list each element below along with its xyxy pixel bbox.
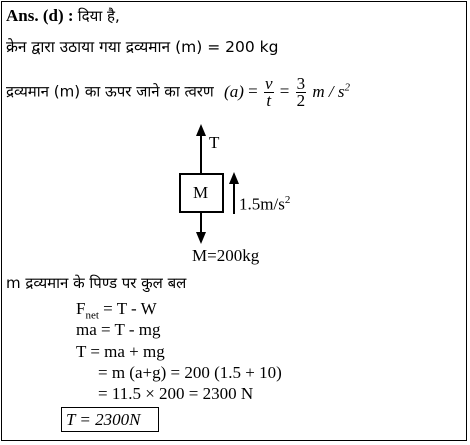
equation-tension: T = ma + mg [76, 342, 165, 361]
intro-text: दिया है, [77, 7, 120, 25]
acceleration-arrow [229, 172, 239, 214]
equation-product: = 11.5 × 200 = 2300 N [98, 384, 254, 403]
equals-sign: = [279, 81, 290, 101]
fraction-denominator: t [266, 91, 272, 111]
force-symbol: F [76, 299, 86, 318]
equation-substitution: = m (a+g) = 200 (1.5 + 10) [98, 363, 282, 382]
acceleration-label: $1.5m/s^2$ [239, 194, 291, 214]
mass-label: M=200kg [192, 246, 260, 265]
tension-label: T [209, 133, 220, 152]
equals-sign: = [248, 81, 258, 101]
result-text: T = 2300N [66, 410, 141, 429]
fraction-numerator: v [264, 74, 273, 94]
force-subscript: net [85, 309, 99, 322]
equation-rest: = T - W [98, 299, 157, 318]
equation-ma: ma = T - mg [76, 320, 161, 339]
acceleration-symbol: (a) [224, 81, 244, 101]
net-force-heading: m द्रव्यमान के पिण्ड पर कुल बल [6, 274, 187, 292]
tension-arrow [196, 124, 206, 174]
fraction-numerator: 3 [296, 74, 306, 94]
fraction-denominator: 2 [296, 91, 306, 111]
answer-label: Ans. (d) : [6, 6, 74, 25]
acceleration-unit: m / $s^2$ [312, 81, 350, 101]
block-label: M [193, 183, 209, 202]
weight-arrow [196, 212, 206, 244]
acceleration-text: द्रव्यमान (m) का ऊपर जाने का त्वरण [6, 82, 214, 101]
mass-line: क्रेन द्वारा उठाया गया द्रव्यमान (m) = 200 kg [6, 38, 279, 56]
